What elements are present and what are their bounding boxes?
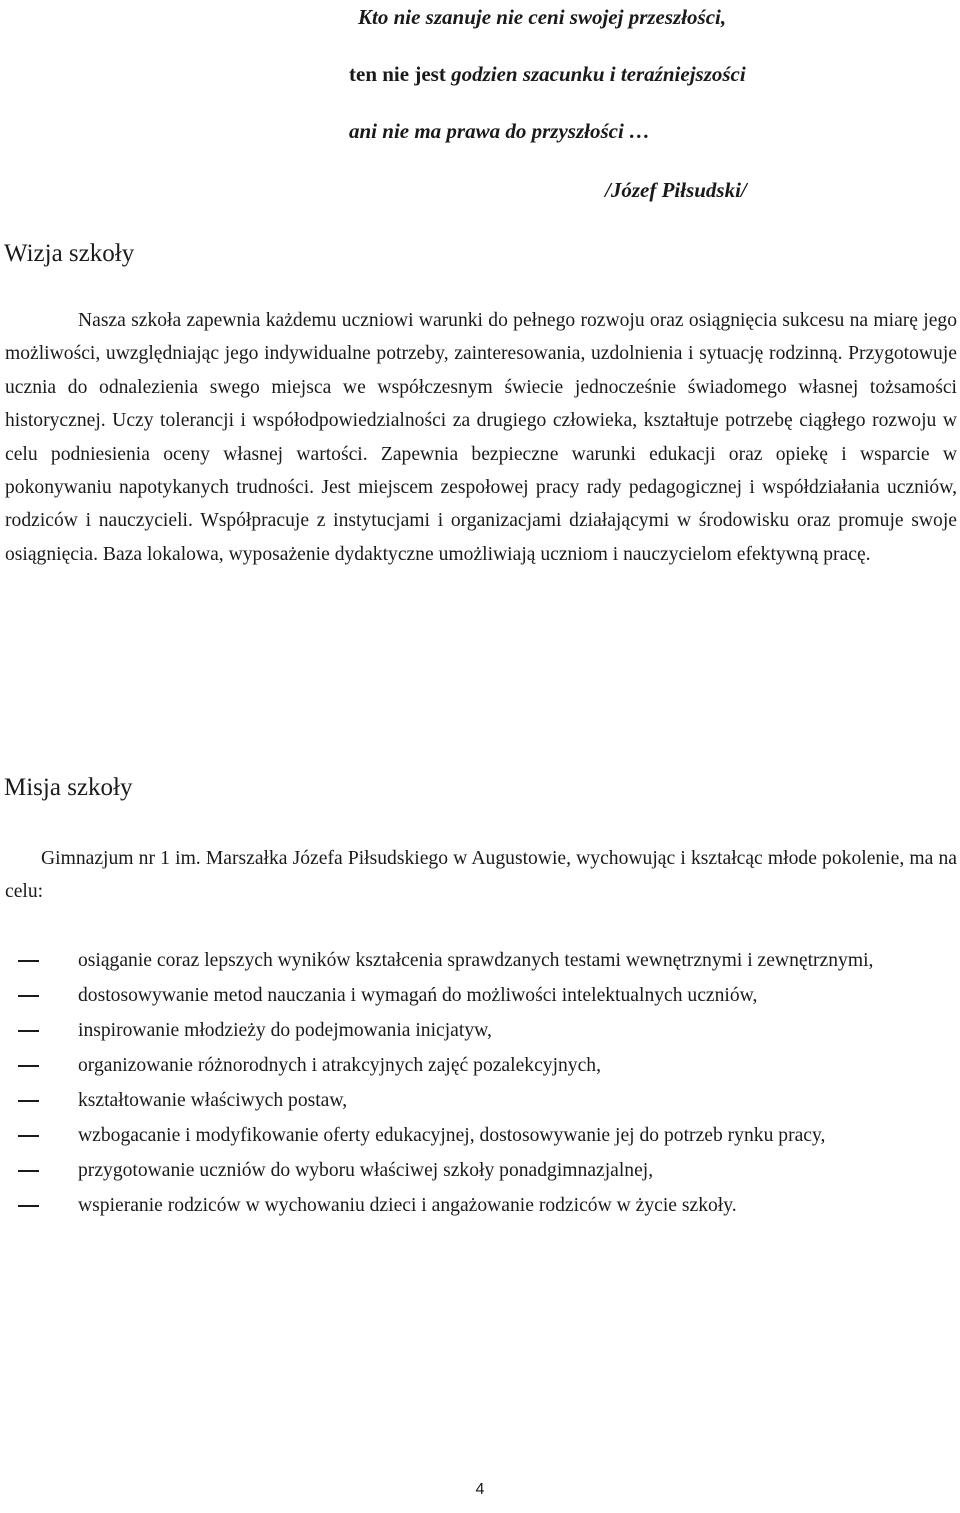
- quote-line-2: [349, 61, 746, 87]
- list-item-text: wspieranie rodziców w wychowaniu dzieci i angażowanie rodziców w życie szkoły.: [78, 1195, 737, 1216]
- dash-bullet-icon: [18, 1030, 39, 1032]
- dash-bullet-icon: [18, 1135, 39, 1137]
- dash-bullet-icon: [18, 1205, 39, 1207]
- dash-bullet-icon: [18, 960, 39, 962]
- mission-goals-list: [0, 944, 957, 1224]
- list-item: [0, 944, 957, 978]
- list-item-text: dostosowywanie metod nauczania i wymagań do możliwości intelektualnych uczniów,: [78, 985, 758, 1006]
- list-item: [0, 1049, 957, 1083]
- quote-line-3: ani nie ma prawa do przyszłości …: [349, 119, 651, 143]
- list-item: [0, 1189, 957, 1223]
- mission-intro: Gimnazjum nr 1 im. Marszałka Józefa Piłsudskiego w Augustowie, wychowując i kształcąc młode pokolenie, ma na celu:: [5, 848, 957, 902]
- list-item: [0, 979, 957, 1013]
- mission-heading: Misja szkoły: [4, 774, 133, 801]
- quote-line-2-normal: ten nie jest: [349, 62, 446, 86]
- dash-bullet-icon: [18, 1170, 39, 1172]
- vision-heading: Wizja szkoły: [4, 240, 135, 267]
- list-item-text: wzbogacanie i modyfikowanie oferty edukacyjnej, dostosowywanie jej do potrzeb rynku pracy,: [78, 1125, 826, 1146]
- quote-author: /Józef Piłsudski/: [605, 178, 747, 202]
- list-item: [0, 1084, 957, 1118]
- list-item: [0, 1119, 957, 1153]
- list-item: [0, 1014, 957, 1048]
- list-item-text: osiąganie coraz lepszych wyników kształcenia sprawdzanych testami wewnętrznymi i zewnętrznymi,: [78, 950, 874, 971]
- dash-bullet-icon: [18, 1100, 39, 1102]
- quote-line-1: Kto nie szanuje nie ceni swojej przeszłości,: [358, 5, 727, 29]
- list-item-text: przygotowanie uczniów do wyboru właściwej szkoły ponadgimnazjalnej,: [78, 1160, 654, 1181]
- page-number: 4: [475, 1481, 485, 1498]
- dash-bullet-icon: [18, 1065, 39, 1067]
- vision-paragraph: Nasza szkoła zapewnia każdemu uczniowi warunki do pełnego rozwoju oraz osiągnięcia sukcesu na miarę jego możliwości, uwzględniając jego indywidualne potrzeby, zainteresowania, uzdolnienia i sytuację rodzinną. Przygotowuje ucznia do odnalezienia swego miejsca we współczesnym świecie jednocześnie świadomego własnej tożsamości historycznej. Uczy tolerancji i współodpowiedzialności za drugiego człowieka, kształtuje potrzebę ciągłego rozwoju w celu podniesienia oceny własnej wartości. Zapewnia bezpieczne warunki edukacji oraz opiekę i wsparcie w pokonywaniu napotykanych trudności. Jest miejscem zespołowej pracy rady pedagogicznej i współdziałania uczniów, rodziców i nauczycieli. Współpracuje z instytucjami i organizacjami działającymi w środowisku oraz promuje swoje osiągnięcia. Baza lokalowa, wyposażenie dydaktyczne umożliwiają uczniom i nauczycielom efektywną pracę.: [5, 310, 957, 565]
- quote-line-2-italic: godzien szacunku i teraźniejszości: [445, 62, 746, 86]
- list-item-text: kształtowanie właściwych postaw,: [78, 1090, 348, 1111]
- list-item: [0, 1154, 957, 1188]
- list-item-text: inspirowanie młodzieży do podejmowania inicjatyw,: [78, 1020, 492, 1041]
- list-item-text: organizowanie różnorodnych i atrakcyjnych zajęć pozalekcyjnych,: [78, 1055, 601, 1076]
- dash-bullet-icon: [18, 995, 39, 997]
